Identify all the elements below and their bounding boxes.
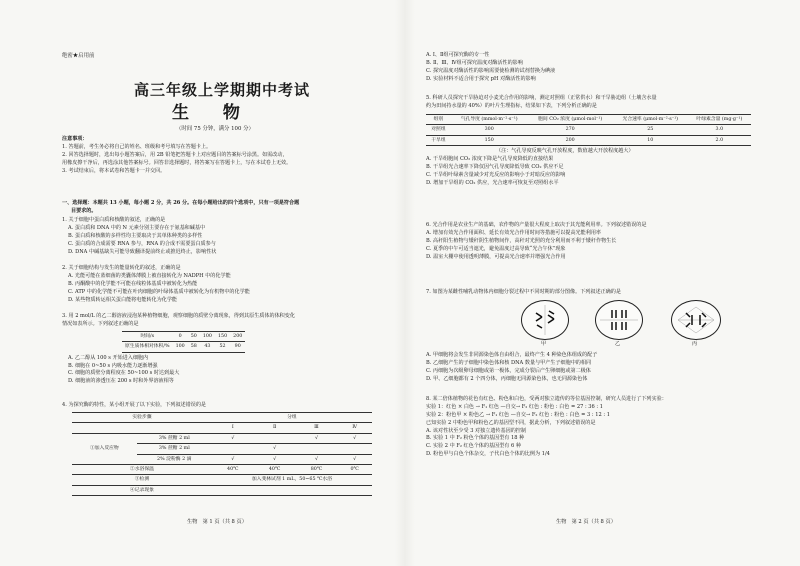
table-cell: √ — [212, 454, 254, 464]
page-fold — [395, 0, 415, 566]
subject-title: 生 物 — [172, 103, 254, 123]
option: C. 实验 2 中 F₂ 红色个体的基因型有 6 种 — [426, 443, 521, 450]
table-cell: 3% 蔗糖 2 ml — [137, 433, 212, 443]
table-cell: √ — [296, 433, 338, 443]
notice-item: 用橡皮擦干净后，再选涂其他答案标号。回答非选择题时，将答案写在答题卡上，写在本试卷上无效。 — [62, 159, 292, 166]
table-header: 分组 — [212, 412, 372, 422]
option: A. 干旱组胞间 CO₂ 浓度下降是气孔导度降低的直接结果 — [426, 155, 554, 162]
table-cell: ①加入反应物 — [72, 433, 137, 464]
cell-diagram — [595, 300, 643, 340]
option: D. 温室大棚中使用透明薄膜，可提高光合速率并增强光合作用 — [426, 253, 566, 260]
table-cell: 100 — [200, 331, 215, 341]
table-header: 原生质体相对体积/% — [122, 342, 173, 352]
table-cell: √ — [254, 454, 296, 464]
question-stem: 8. 某二倍体植物的花色有红色、粉色和白色，受两对独立遗传的等位基因控制，研究人员进行了下列实验： — [426, 396, 667, 402]
table-header: 叶绿素含量 (mg·g⁻¹) — [688, 114, 751, 124]
question-3 — [62, 313, 384, 386]
option: C. ATP 中的化学能不可能在叶肉细胞的叶绿体基质中被转化为有机物中的化学能 — [68, 288, 250, 295]
table-cell: 加入斐林试剂 1 mL，50~65 ℃水浴 — [212, 475, 372, 485]
option: B. Ⅱ、Ⅲ、Ⅳ组可探究温度对酶活性的影响 — [426, 59, 523, 66]
table-cell: 干旱组 — [426, 135, 451, 145]
table-cell: 90 — [230, 342, 245, 352]
table-cell: 25 — [613, 125, 688, 135]
option: B. 高秆阳生植物与矮秆阴生植物间作，高秆对光照的充分利用而不利于矮秆作物生长 — [426, 237, 617, 244]
table-cell: Ⅳ — [337, 423, 372, 433]
table-header: 实验步骤 — [72, 412, 212, 422]
option: A. 该对性状至少受 3 对独立遗传基因的控制 — [426, 427, 526, 434]
option: B. 实验 1 中 F₂ 粉色个体的基因型有 18 种 — [426, 435, 525, 442]
table-cell: 270 — [528, 125, 613, 135]
option: C. 干旱组叶绿素含量减少对光反应的影响小于对暗反应的影响 — [426, 171, 566, 178]
question-stem: 4. 为探究酶的特性，某小组开展了以下实验，下列叙述错误的是 — [62, 402, 207, 408]
notice-heading: 注意事项： — [62, 136, 88, 142]
chromosome-icon — [522, 301, 568, 339]
question-7 — [426, 289, 756, 297]
table-cell: 200 — [528, 135, 613, 145]
notice-block — [62, 136, 384, 175]
question-stem: 7. 如图为某雌性哺乳动物体内细胞分裂过程中不同时期的部分图像。下列叙述正确的是 — [426, 289, 621, 295]
question-stem: 已知实验 2 中粉色甲和粉色乙的基因型不同，据此分析，下列叙述错误的是 — [426, 419, 596, 426]
table-cell: Ⅰ — [212, 423, 254, 433]
cell-diagram — [521, 300, 569, 340]
option: C. 蛋白质的合成需要 RNA 参与，RNA 的合成不需要蛋白质参与 — [68, 240, 216, 247]
question-4 — [62, 402, 384, 496]
table-cell: 2.0 — [688, 135, 751, 145]
section-instruction: 目要求的。 — [71, 207, 97, 214]
question-1 — [62, 217, 384, 256]
secret-mark: 绝密★启用前 — [62, 53, 95, 59]
question-stem: 2. 关于细胞结构与发生的能量转化的叙述，正确的是 — [62, 265, 181, 271]
page-left — [62, 0, 384, 566]
question-4-options — [426, 52, 756, 84]
option: D. 甲、乙细胞都有 2 个四分体，丙细胞无同源染色体，也无同源染色体 — [426, 375, 588, 382]
table-cell: 300 — [451, 125, 528, 135]
table-cell: √ — [337, 433, 372, 443]
option: A. Ⅰ、Ⅱ组可探究酶的专一性 — [426, 52, 490, 58]
section-instruction: 一、选择题：本题共 13 小题，每小题 2 分，共 26 分。在每小题给出的四个选项中，只有一项是符合题 — [62, 200, 300, 206]
table-header: 时间/s — [122, 331, 173, 341]
table-header: 胞间 CO₂ 浓度 (μmol·mol⁻¹) — [528, 114, 613, 124]
table-cell: √ — [337, 454, 372, 464]
table-cell: 40℃ — [212, 465, 254, 475]
exam-title: 高三年级上学期期中考试 — [134, 81, 311, 99]
option: D. 粉色甲与白色个体杂交，子代白色个体的比例为 1/4 — [426, 451, 550, 458]
cell-label: 甲 — [541, 341, 547, 347]
table-cell: 80℃ — [296, 465, 338, 475]
option: C. 丙细胞为次级卵母细胞或第一极体，完成分裂后产生卵细胞或第二极体 — [426, 367, 591, 374]
table-cell: √ — [254, 444, 296, 454]
cell-label: 丙 — [692, 341, 698, 347]
table-cell: 150 — [451, 135, 528, 145]
question-5 — [426, 95, 756, 188]
table-note: （注：气孔导度反映气孔开放程度，数值越大开放程度越大） — [496, 148, 634, 155]
option: A. 甲细胞将会发生非同源染色体自由组合，最终产生 4 种染色体组成的配子 — [426, 352, 598, 358]
table-header: 气孔导度 (mmol·m⁻²·s⁻¹) — [451, 114, 528, 124]
table-cell: 52 — [215, 342, 230, 352]
option: D. 某些物质转运相关蛋白能将电能转化为化学能 — [68, 296, 178, 303]
option: D. 实验材料不适合用于探究 pH 对酶活性的影响 — [426, 75, 536, 82]
question-stem: 情况如表所示。下列叙述正确的是 — [62, 320, 139, 327]
section1-intro — [62, 200, 384, 216]
table-cell: 40℃ — [254, 465, 296, 475]
cell-label: 乙 — [615, 341, 621, 347]
option: C. 夏季的中午可适当遮光，避免温度过高导致“光合午休”现象 — [426, 245, 566, 252]
option: B. 乙细胞产生的子细胞中染色体和核 DNA 数量与甲产生子细胞中的相同 — [426, 359, 592, 366]
table-cell: 50 — [188, 331, 200, 341]
page-footer: 生物 第 2 页（共 8 页） — [556, 519, 616, 525]
cell-diagram — [671, 300, 721, 340]
page-right — [426, 0, 756, 566]
option: B. 干旱组光合速率下降仅因气孔导度降低导致 CO₂ 供应不足 — [426, 163, 564, 170]
option: A. 蛋白质和 DNA 中的 N 元素分别主要存在于氨基和碱基中 — [68, 224, 206, 231]
question-2 — [62, 265, 384, 304]
option: A. 乙二醇从 100 s 开始进入细胞内 — [68, 354, 149, 361]
table-header: 光合速率 (μmol·m⁻²·s⁻¹) — [613, 114, 688, 124]
table-cell: 0 — [173, 331, 188, 341]
chromosome-icon — [672, 301, 720, 339]
table-cell: 0℃ — [337, 465, 372, 475]
question-8 — [426, 396, 756, 459]
table-cell: 3.0 — [688, 125, 751, 135]
table-cell: 150 — [215, 331, 230, 341]
experiment-line: 实验 2：粉色甲 × 粉色乙 → F₁ 红色 —自交→ F₂ 红色 : 粉色 : 白色 = 3 : 12 : 1 — [426, 411, 610, 418]
exam-time: （时间 75 分钟，满分 100 分） — [176, 126, 254, 132]
option: A. 光能可能在蓝细菌的类囊体薄膜上被直接转化为 NADPH 中的化学能 — [68, 272, 231, 279]
question-stem: 3. 用 2 mol/L 的乙二醇溶液浸泡某种植物细胞，观察细胞的质壁分离现象，得到其原生质体的体积变化 — [62, 313, 295, 319]
table-cell: 10 — [613, 135, 688, 145]
experiment-table — [72, 412, 372, 496]
question-stem: 6. 光合作用是农业生产的基础，农作物的产量很大程度上取决于其光能利用率。下列叙述错误的是 — [426, 222, 647, 228]
table-cell: Ⅱ — [254, 423, 296, 433]
question-stem: 1. 关于细胞中蛋白质和核酸的叙述，正确的是 — [62, 217, 166, 223]
option: C. 细胞的质壁分离程度在 50~100 s 时达到最大 — [68, 370, 180, 377]
table-header: 组别 — [426, 114, 451, 124]
cell-division-figure — [521, 300, 721, 350]
option: A. 增加有效光合作用面积、延长有效光合作用时间等措施可以提高光能利用率 — [426, 229, 602, 236]
table-cell: √ — [212, 433, 254, 443]
table-cell: ②水浴保温 — [72, 465, 212, 475]
notice-item: 1. 答题前，考生务必将自己的姓名、班级和考号填写在答题卡上。 — [62, 143, 212, 150]
option: D. 细胞液的渗透压在 200 s 时和外界溶液相等 — [68, 378, 174, 385]
page-footer: 生物 第 1 页（共 8 页） — [187, 519, 247, 525]
drought-table — [426, 114, 751, 146]
question-6 — [426, 222, 756, 261]
option: D. DNA 中碱基缺失可能导致翻译提前终止或推迟终止，影响性状 — [68, 248, 217, 255]
notice-item: 3. 考试结束后，将本试卷和答题卡一并交回。 — [62, 167, 166, 174]
table-cell: ③检测 — [72, 475, 212, 485]
question-stem: 5. 科研人员探究干旱胁迫对小麦光合作用的影响，测定对照组（正常供水）和干旱胁迫组（土壤含水量 — [426, 95, 657, 101]
chromosome-icon — [596, 301, 642, 339]
table-cell: 58 — [188, 342, 200, 352]
volume-table — [122, 331, 245, 353]
table-cell: 100 — [173, 342, 188, 352]
experiment-line: 实验 1：红色 × 白色 → F₁ 红色 —自交→ F₂ 红色 : 粉色 : 白色 = 27 : 36 : 1 — [426, 403, 603, 410]
option: B. 蛋白质和核酸的多样性均主要取决于其单体种类的多样性 — [68, 232, 203, 239]
question-stem: 约为田间持水量的 40%）的叶片生理指标，结果如下表，下列分析正确的是 — [426, 102, 597, 109]
table-cell: 200 — [230, 331, 245, 341]
table-cell: ④记录现象 — [72, 485, 212, 495]
table-cell: √ — [296, 454, 338, 464]
option: D. 增加干旱组的 CO₂ 供应，光合速率可恢复至对照组水平 — [426, 179, 559, 186]
table-cell: Ⅲ — [296, 423, 338, 433]
notice-item: 2. 回答选择题时，选出每小题答案后，用 2B 铅笔把答题卡上对应题目的答案标号涂黑。如需改动， — [62, 151, 288, 158]
table-cell: 3% 蔗糖 2 ml — [137, 444, 212, 454]
option: C. 探究温度对酶活性的影响需要使检测的试剂替换为碘液 — [426, 67, 556, 74]
option: B. 细胞在 0~50 s 内吸水能力逐渐增强 — [68, 362, 158, 369]
table-cell: 2% 淀粉酶 2 滴 — [137, 454, 212, 464]
option: B. 丙酮酸中的化学能不可能在线粒体基质中被转化为热能 — [68, 280, 198, 287]
table-cell: 对照组 — [426, 125, 451, 135]
table-cell: 43 — [200, 342, 215, 352]
question-7-options — [426, 352, 756, 384]
